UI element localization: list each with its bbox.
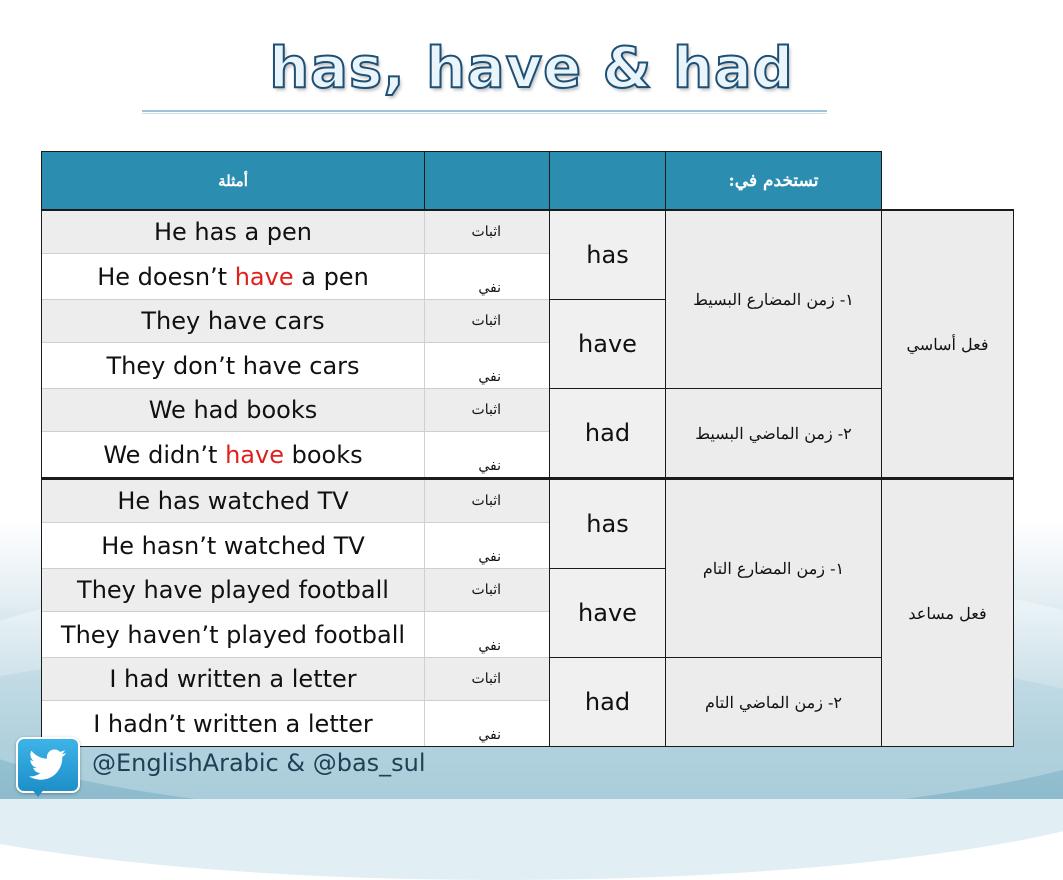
example-sentence bbox=[42, 612, 425, 658]
title-underline bbox=[142, 113, 827, 114]
example-sentence bbox=[42, 701, 425, 747]
type-label: نفي bbox=[425, 612, 550, 658]
tense-cell: ٢- زمن الماضي البسيط bbox=[666, 389, 882, 479]
example-text: books bbox=[283, 440, 363, 469]
twitter-bubble-tail bbox=[30, 787, 46, 797]
example-text: a pen bbox=[293, 262, 369, 291]
footer-handles: @EnglishArabic & @bas_sul bbox=[92, 749, 426, 777]
example-sentence bbox=[42, 254, 425, 300]
tense-cell: ١- زمن المضارع البسيط bbox=[666, 210, 882, 389]
type-label: اثبات bbox=[425, 479, 550, 523]
page-title: has, have & had bbox=[269, 36, 794, 101]
example-text: They don’t have cars bbox=[106, 351, 360, 380]
header-blank bbox=[425, 152, 550, 211]
type-label: اثبات bbox=[425, 658, 550, 701]
twitter-bird-icon bbox=[16, 737, 80, 793]
header-blank bbox=[550, 152, 666, 211]
example-text: I hadn’t written a letter bbox=[93, 709, 373, 738]
highlighted-word: have bbox=[225, 440, 284, 469]
verb-cell: had bbox=[550, 658, 666, 747]
verb-cell: had bbox=[550, 389, 666, 479]
type-label: اثبات bbox=[425, 300, 550, 343]
example-sentence bbox=[42, 432, 425, 479]
example-text: We didn’t bbox=[103, 440, 226, 469]
verb-kind-cell: فعل أساسي bbox=[882, 210, 1014, 479]
verb-cell: have bbox=[550, 300, 666, 389]
type-label: اثبات bbox=[425, 389, 550, 432]
type-label: نفي bbox=[425, 701, 550, 747]
example-sentence bbox=[42, 210, 425, 254]
header-blank bbox=[882, 152, 1014, 211]
verb-cell: have bbox=[550, 569, 666, 658]
tense-cell: ٢- زمن الماضي التام bbox=[666, 658, 882, 747]
example-text: He doesn’t bbox=[97, 262, 235, 291]
type-label: نفي bbox=[425, 523, 550, 569]
example-text: He has watched TV bbox=[117, 487, 349, 515]
example-text: They have played football bbox=[77, 576, 389, 604]
example-sentence bbox=[42, 658, 425, 701]
example-sentence bbox=[42, 569, 425, 612]
highlighted-word: have bbox=[234, 262, 294, 291]
example-sentence bbox=[42, 523, 425, 569]
example-sentence bbox=[42, 389, 425, 432]
example-text: I had written a letter bbox=[109, 665, 357, 693]
type-label: نفي bbox=[425, 343, 550, 389]
verb-kind-cell: فعل مساعد bbox=[882, 479, 1014, 747]
header-examples: أمثلة bbox=[42, 152, 425, 211]
type-label: نفي bbox=[425, 254, 550, 300]
type-label: اثبات bbox=[425, 210, 550, 254]
example-sentence bbox=[42, 300, 425, 343]
example-text: They haven’t played football bbox=[60, 620, 406, 649]
example-text: They have cars bbox=[141, 307, 325, 335]
verb-cell: has bbox=[550, 479, 666, 569]
example-text: He hasn’t watched TV bbox=[101, 531, 365, 560]
grammar-table bbox=[41, 151, 1014, 747]
example-sentence bbox=[42, 479, 425, 523]
verb-cell: has bbox=[550, 210, 666, 300]
header-uses: تستخدم في: bbox=[666, 152, 882, 211]
type-label: اثبات bbox=[425, 569, 550, 612]
example-sentence bbox=[42, 343, 425, 389]
example-text: He has a pen bbox=[153, 218, 313, 246]
tense-cell: ١- زمن المضارع التام bbox=[666, 479, 882, 658]
title-underline bbox=[142, 110, 827, 112]
example-text: We had books bbox=[148, 396, 318, 424]
type-label: نفي bbox=[425, 432, 550, 479]
